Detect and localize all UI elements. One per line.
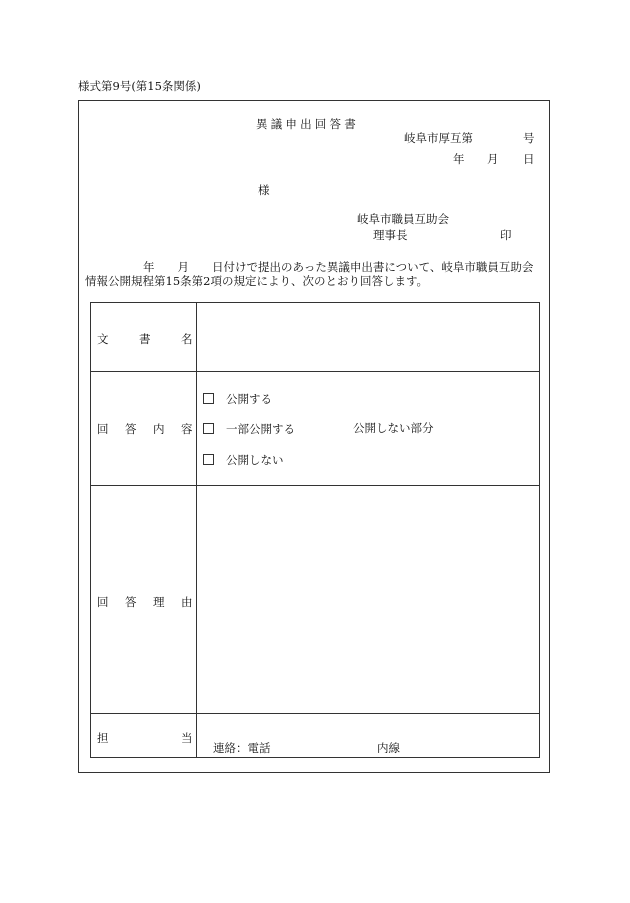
- row-label-answer-content: 回 答 内 容: [97, 422, 193, 436]
- option-partial-disclose: 一部公開する: [203, 421, 295, 437]
- option-disclose: 公開する: [203, 391, 272, 407]
- issuer-title: 理事長: [373, 228, 408, 242]
- date-year: 年: [453, 152, 465, 166]
- checkbox-icon: [203, 423, 214, 434]
- body-text-line-1: 年 月 日付けで提出のあった異議申出書について、岐阜市職員互助会: [143, 260, 534, 274]
- seal-mark: 印: [500, 228, 512, 242]
- row-label-person-in-charge: 担 当: [97, 731, 193, 745]
- answer-table: [90, 302, 540, 758]
- date-month: 月: [487, 152, 499, 166]
- table-row-divider: [91, 371, 539, 372]
- undisclosed-portion-label: 公開しない部分: [353, 421, 434, 435]
- contact-phone-label: 連絡：電話: [213, 741, 271, 755]
- form-number: 様式第9号(第15条関係): [78, 79, 201, 93]
- table-row-divider: [91, 485, 539, 486]
- reference-number-prefix: 岐阜市厚互第: [404, 131, 473, 145]
- reference-number-suffix: 号: [523, 131, 535, 145]
- option-not-disclose: 公開しない: [203, 452, 284, 468]
- issuer-organization: 岐阜市職員互助会: [357, 212, 449, 226]
- body-text-line-2: 情報公開規程第15条第2項の規定により、次のとおり回答します。: [85, 274, 429, 288]
- document-title: 異議申出回答書: [256, 117, 359, 131]
- table-row-divider: [91, 713, 539, 714]
- contact-extension-label: 内線: [377, 741, 400, 755]
- checkbox-icon: [203, 393, 214, 404]
- recipient-honorific: 様: [258, 183, 270, 197]
- row-label-answer-reason: 回 答 理 由: [97, 595, 193, 609]
- row-label-document-name: 文 書 名: [97, 332, 193, 346]
- checkbox-icon: [203, 454, 214, 465]
- date-day: 日: [523, 152, 535, 166]
